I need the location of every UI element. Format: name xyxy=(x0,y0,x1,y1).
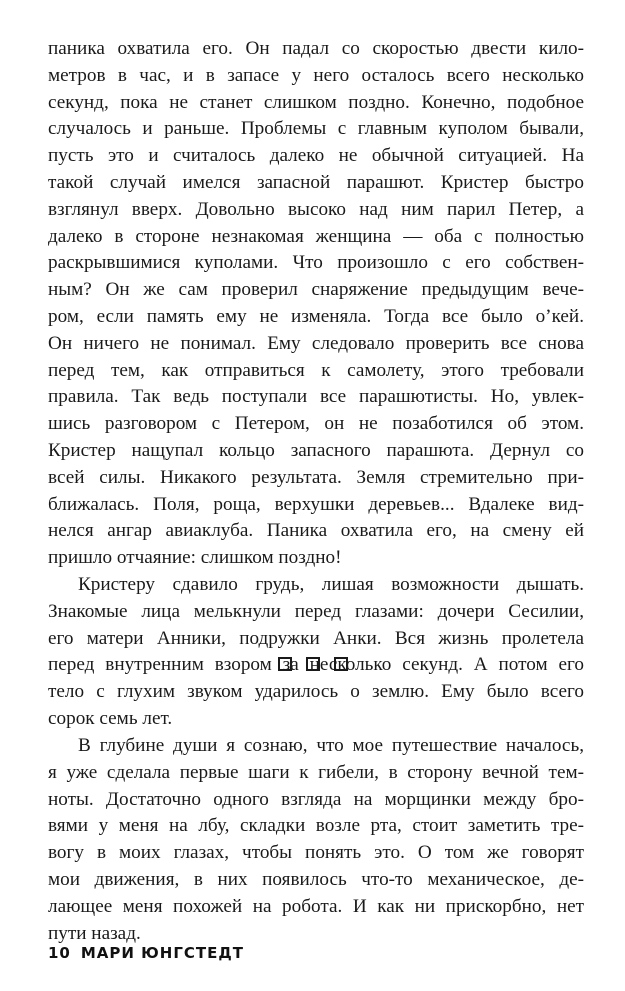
separator-square-icon xyxy=(278,657,292,671)
running-head-author: МАРИ ЮНГСТЕДТ xyxy=(80,944,244,962)
text-line: нелся ангар авиаклуба. Паника охватила его, на смену ей xyxy=(48,520,584,542)
text-line: вями у меня на лбу, складки возле рта, стоит заметить тре- xyxy=(48,815,584,837)
text-line: пусть это и считалось далеко не обычной ситуацией. На xyxy=(48,145,584,167)
text-line: мои движения, в них появилось что-то механическое, де- xyxy=(48,868,584,890)
page-footer xyxy=(48,944,244,962)
page-number: 10 xyxy=(48,944,71,962)
text-line: его матери Анники, подружки Анки. Вся жизнь пролетела xyxy=(48,627,584,649)
text-line: такой случай имелся запасной парашют. Кристер быстро xyxy=(48,171,584,193)
text-line: секунд, пока не станет слишком поздно. Конечно, подобное xyxy=(48,91,584,113)
paragraph xyxy=(48,733,584,947)
text-line: случалось и раньше. Проблемы с главным куполом бывали, xyxy=(48,118,584,140)
text-line: всей силы. Никакого результата. Земля стремительно при- xyxy=(48,466,584,488)
text-line: правила. Так ведь поступали все парашютисты. Но, увлек- xyxy=(48,386,584,408)
text-line: далеко в стороне незнакомая женщина — оба с полностью xyxy=(48,225,584,247)
text-line: лающее меня похожей на робота. И как ни прискорбно, нет xyxy=(48,895,584,917)
separator-square-icon xyxy=(306,657,320,671)
paragraph xyxy=(48,36,584,572)
text-line: ром, если память ему не изменяла. Тогда все было о’кей. xyxy=(48,305,584,327)
text-line: ближалась. Поля, роща, верхушки деревьев... Вдалеке вид- xyxy=(48,493,584,515)
text-line: Знакомые лица мелькнули перед глазами: дочери Сесилии, xyxy=(48,600,584,622)
text-line: взглянул вверх. Довольно высоко над ним парил Петер, а xyxy=(48,198,584,220)
paragraph xyxy=(48,572,584,733)
bottom-text-block xyxy=(48,733,584,947)
text-line: паника охватила его. Он падал со скоростью двести кило- xyxy=(48,38,584,59)
text-line: ноты. Достаточно одного взгляда на морщинки между бро- xyxy=(48,788,584,810)
text-line: вогу в моих глазах, чтобы понять это. О том же говорят xyxy=(48,842,584,864)
text-line: пришло отчаяние: слишком поздно! xyxy=(48,547,342,569)
text-line: Он ничего не понимал. Ему следовало проверить все снова xyxy=(48,332,584,354)
text-line: раскрывшимися куполами. Что произошло с его собствен- xyxy=(48,252,584,274)
text-line: метров в час, и в запасе у него осталось всего несколько xyxy=(48,64,584,86)
text-line: перед внутренним взором за несколько секунд. А потом его xyxy=(48,654,584,676)
text-line: ным? Он же сам проверил снаряжение предыдущим вече- xyxy=(48,279,584,301)
text-line: пути назад. xyxy=(48,922,141,944)
separator-square-icon xyxy=(334,657,348,671)
top-text-block xyxy=(48,36,584,733)
section-separator xyxy=(0,657,625,671)
text-line: сорок семь лет. xyxy=(48,707,173,729)
text-line: Кристер нащупал кольцо запасного парашюта. Дернул со xyxy=(48,439,584,461)
text-line: Кристеру сдавило грудь, лишая возможности дышать. xyxy=(78,573,584,595)
text-line: В глубине души я сознаю, что мое путешествие началось, xyxy=(78,735,584,756)
text-line: я уже сделала первые шаги к гибели, в сторону вечной тем- xyxy=(48,761,584,783)
text-line: тело с глухим звуком ударилось о землю. Ему было всего xyxy=(48,681,584,703)
text-line: шись разговором с Петером, он не позаботился об этом. xyxy=(48,413,584,435)
text-line: перед тем, как отправиться к самолету, этого требовали xyxy=(48,359,584,381)
